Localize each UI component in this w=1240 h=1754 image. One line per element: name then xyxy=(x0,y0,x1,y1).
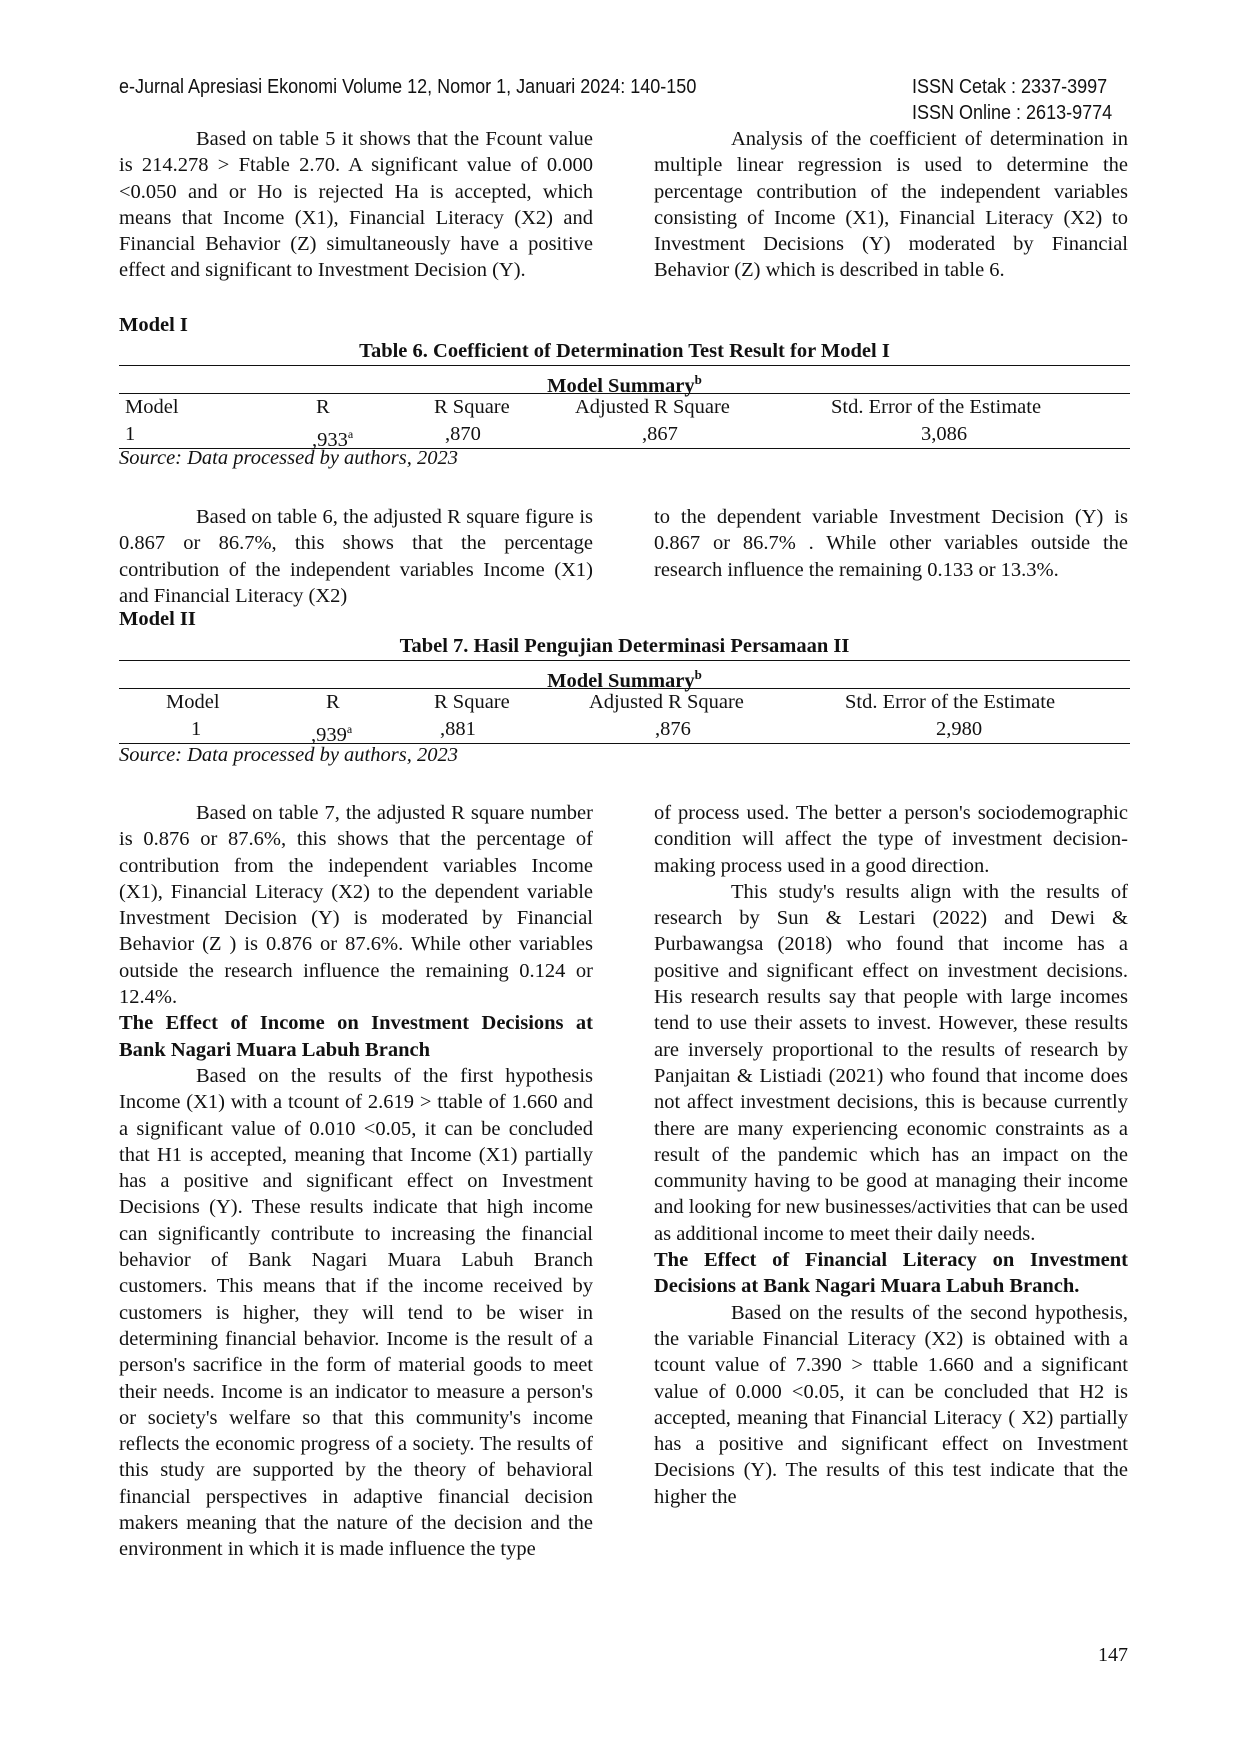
cell-r-square: ,881 xyxy=(440,718,476,740)
table6-caption: Table 6. Coefficient of Determination Test Result for Model I xyxy=(359,340,890,362)
section3-left-column xyxy=(119,800,593,1563)
table6-header-row xyxy=(119,394,1130,421)
section-heading: The Effect of Financial Literacy on Investment Decisions at Bank Nagari Muara Labuh Branch. xyxy=(654,1249,1128,1298)
section3-right-column xyxy=(654,800,1128,1510)
column-header: Std. Error of the Estimate xyxy=(845,691,1056,713)
cell-adj-r-square: ,867 xyxy=(642,423,678,445)
issn-online: ISSN Online : 2613-9774 xyxy=(912,102,1113,124)
table7 xyxy=(119,633,1130,744)
section1-right-column xyxy=(654,126,1128,284)
issn-print: ISSN Cetak : 2337-3997 xyxy=(912,76,1108,98)
column-header: R xyxy=(326,691,340,713)
table6-data-row xyxy=(119,421,1130,451)
table6-source: Source: Data processed by authors, 2023 xyxy=(119,447,458,469)
column-header: Model xyxy=(125,396,179,418)
table7-data-row xyxy=(119,716,1130,746)
cell-std-error: 3,086 xyxy=(921,423,968,445)
section-heading: The Effect of Income on Investment Decisions at Bank Nagari Muara Labuh Branch xyxy=(119,1012,593,1061)
column-header: Adjusted R Square xyxy=(589,691,744,713)
paragraph: to the dependent variable Investment Decision (Y) is 0.867 or 86.7% . While other variables outside the research influence the remaining 0.133 or 13.3%. xyxy=(654,506,1128,581)
cell-adj-r-square: ,876 xyxy=(655,718,691,740)
table6-title: Model Summary$^b$ xyxy=(547,372,702,397)
page-number: 147 xyxy=(1098,1644,1128,1666)
paragraph: Based on table 5 it shows that the Fcount value is 214.278 > Ftable 2.70. A significant value of 0.000 <0.050 and or Ho is rejected Ha is accepted, which means that Income (X1), Financial Literacy (X2) and Financial Behavior (Z) simultaneously have a positive effect and significant to Investment Decision (Y). xyxy=(119,128,593,282)
section1-left-column xyxy=(119,126,593,284)
column-header: R Square xyxy=(434,691,510,713)
paragraph: Based on the results of the first hypothesis Income (X1) with a tcount of 2.619 > ttable of 1.660 and a significant value of 0.010 <0.05, it can be concluded that H1 is accepted, meaning that Income (X1) partially has a positive and significant effect on Investment Decisions (Y). These results indicate that high income can significantly contribute to increasing the financial behavior of Bank Nagari Muara Labuh Branch customers. This means that if the income received by customers is higher, they will tend to be wiser in determining financial behavior. Income is the result of a person's sacrifice in the form of material goods to meet their needs. Income is an indicator to measure a person's or society's welfare so that this community's income reflects the economic progress of a society. The results of this study are supported by the theory of behavioral financial perspectives in adaptive financial decision makers meaning that the nature of the decision and the environment in which it is made influence the type xyxy=(119,1064,593,1561)
table7-title: Model Summary$^b$ xyxy=(547,667,702,692)
cell-r-square: ,870 xyxy=(445,423,481,445)
cell-model: 1 xyxy=(125,423,136,445)
model2-label: Model II xyxy=(119,608,196,630)
section2-left-column xyxy=(119,504,593,609)
paragraph: of process used. The better a person's sociodemographic condition will affect the type of investment decision-making process used in a good direction. xyxy=(654,802,1128,877)
cell-std-error: 2,980 xyxy=(936,718,983,740)
paragraph: Analysis of the coefficient of determination in multiple linear regression is used to determine the percentage contribution of the independent variables consisting of Income (X1), Financial Literacy (X2) to Investment Decisions (Y) moderated by Financial Behavior (Z) which is described in table 6. xyxy=(654,128,1128,282)
table7-header-row xyxy=(119,689,1130,716)
table7-caption: Tabel 7. Hasil Pengujian Determinasi Persamaan II xyxy=(399,635,850,657)
paragraph: Based on table 6, the adjusted R square figure is 0.867 or 86.7%, this shows that the percentage contribution of the independent variables Income (X1) and Financial Literacy (X2) xyxy=(119,506,593,607)
column-header: R Square xyxy=(434,396,510,418)
table7-source: Source: Data processed by authors, 2023 xyxy=(119,744,458,766)
column-header: Model xyxy=(166,691,220,713)
paragraph: Based on the results of the second hypothesis, the variable Financial Literacy (X2) is obtained with a tcount value of 7.390 > ttable 1.660 and a significant value of 0.000 <0.05, it can be concluded that H2 is accepted, meaning that Financial Literacy ( X2) partially has a positive and significant effect on Investment Decisions (Y). The results of this test indicate that the higher the xyxy=(654,1301,1128,1508)
column-header: Std. Error of the Estimate xyxy=(831,396,1042,418)
cell-r: ,939$^a$ xyxy=(311,722,353,746)
cell-r: ,933$^a$ xyxy=(312,427,354,451)
paragraph: This study's results align with the results of research by Sun & Lestari (2022) and Dewi & Purbawangsa (2018) who found that income has a positive and significant effect on investment decisions. His research results say that people with large incomes tend to use their assets to invest. However, these results are inversely proportional to the results of research by Panjaitan & Listiadi (2021) who found that income does not affect investment decisions, this is because currently there are many experiencing economic constraints as a result of the pandemic which has an impact on the community having to be good at managing their income and looking for new businesses/activities that can be used as additional income to meet their daily needs. xyxy=(654,880,1128,1245)
cell-model: 1 xyxy=(191,718,202,740)
column-header: R xyxy=(316,396,330,418)
paragraph: Based on table 7, the adjusted R square number is 0.876 or 87.6%, this shows that the percentage of contribution from the independent variables Income (X1), Financial Literacy (X2) to the dependent variable Investment Decision (Y) is moderated by Financial Behavior (Z ) is 0.876 or 87.6%. While other variables outside the research influence the remaining 0.124 or 12.4%. xyxy=(119,802,593,1009)
journal-header: e-Jurnal Apresiasi Ekonomi Volume 12, Nomor 1, Januari 2024: 140-150 xyxy=(119,76,697,98)
table6 xyxy=(119,338,1130,449)
column-header: Adjusted R Square xyxy=(575,396,730,418)
model1-label: Model I xyxy=(119,314,188,336)
section2-right-column xyxy=(654,504,1128,583)
